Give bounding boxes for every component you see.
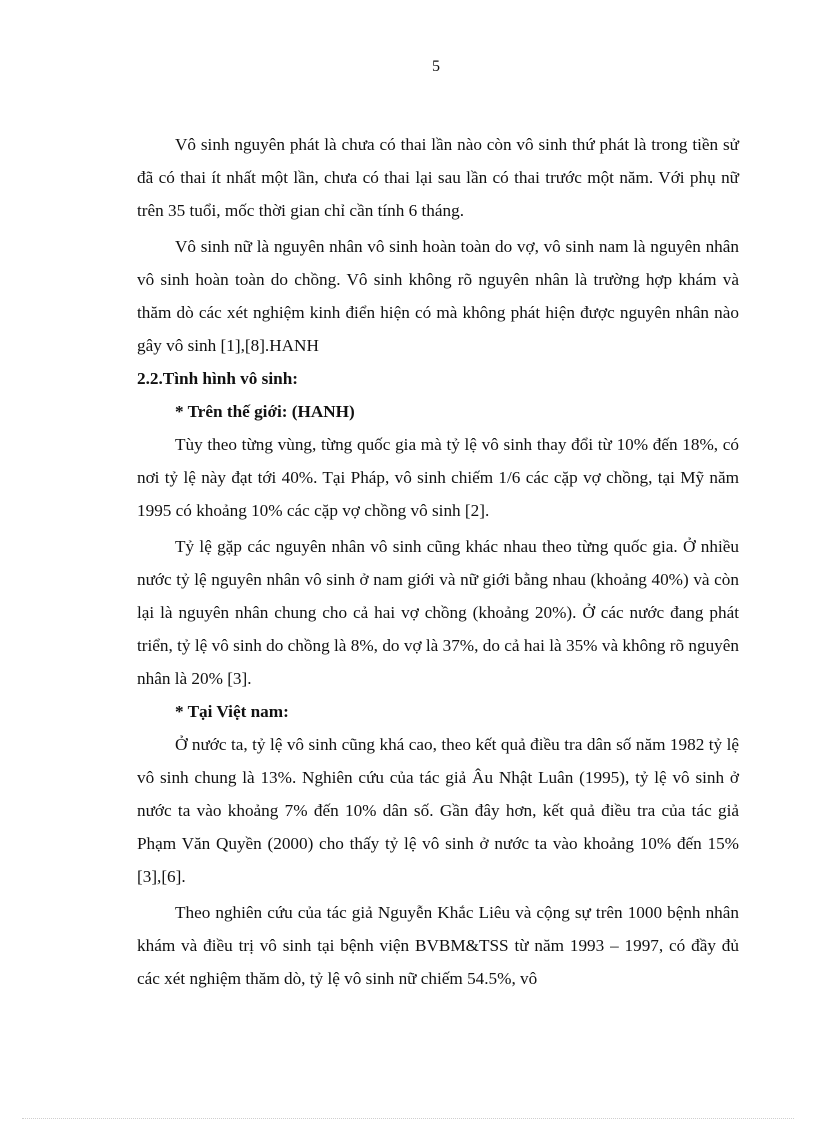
subheading-world: * Trên thế giới: (HANH) bbox=[175, 402, 355, 421]
paragraph-primary-secondary-infertility: Vô sinh nguyên phát là chưa có thai lần nào còn vô sinh thứ phát là trong tiền sử đã có thai ít nhất một lần, chưa có thai lại sau lần có thai trước một năm. Với phụ nữ trên 35 tuổi, mốc thời gian chỉ cần tính 6 tháng. bbox=[137, 135, 739, 220]
section-heading: 2.2.Tình hình vô sinh: bbox=[137, 369, 298, 388]
page-number: 5 bbox=[432, 58, 440, 75]
document-body bbox=[137, 128, 739, 995]
paragraph-vietnam-rates: Ở nước ta, tỷ lệ vô sinh cũng khá cao, theo kết quả điều tra dân số năm 1982 tỷ lệ vô sinh chung là 13%. Nghiên cứu của tác giả Âu Nhật Luân (1995), tỷ lệ vô sinh ở nước ta vào khoảng 7% đến 10% dân số. Gần đây hơn, kết quả điều tra của tác giả Phạm Văn Quyền (2000) cho thấy tỷ lệ vô sinh ở nước ta vào khoảng 10% đến 15% [3],[6]. bbox=[137, 735, 739, 886]
page-bottom-divider bbox=[22, 1118, 794, 1119]
paragraph-world-rates: Tùy theo từng vùng, từng quốc gia mà tỷ lệ vô sinh thay đổi từ 10% đến 18%, có nơi tỷ lệ này đạt tới 40%. Tại Pháp, vô sinh chiếm 1/6 các cặp vợ chồng, tại Mỹ năm 1995 có khoảng 10% các cặp vợ chồng vô sinh [2]. bbox=[137, 435, 739, 520]
subheading-vietnam: * Tại Việt nam: bbox=[175, 702, 289, 721]
paragraph-world-causes: Tỷ lệ gặp các nguyên nhân vô sinh cũng khác nhau theo từng quốc gia. Ở nhiều nước tỷ lệ nguyên nhân vô sinh ở nam giới và nữ giới bằng nhau (khoảng 40%) và còn lại là nguyên nhân chung cho cả hai vợ chồng (khoảng 20%). Ở các nước đang phát triển, tỷ lệ vô sinh do chồng là 8%, do vợ là 37%, do cả hai là 35% và không rõ nguyên nhân là 20% [3]. bbox=[137, 537, 739, 688]
paragraph-female-male-infertility: Vô sinh nữ là nguyên nhân vô sinh hoàn toàn do vợ, vô sinh nam là nguyên nhân vô sinh hoàn toàn do chồng. Vô sinh không rõ nguyên nhân là trường hợp khám và thăm dò các xét nghiệm kinh điển hiện có mà không phát hiện được nguyên nhân nào gây vô sinh [1],[8].HANH bbox=[137, 237, 739, 355]
paragraph-vietnam-study: Theo nghiên cứu của tác giả Nguyễn Khắc Liêu và cộng sự trên 1000 bệnh nhân khám và điều trị vô sinh tại bệnh viện BVBM&TSS từ năm 1993 – 1997, có đầy đủ các xét nghiệm thăm dò, tỷ lệ vô sinh nữ chiếm 54.5%, vô bbox=[137, 903, 739, 988]
